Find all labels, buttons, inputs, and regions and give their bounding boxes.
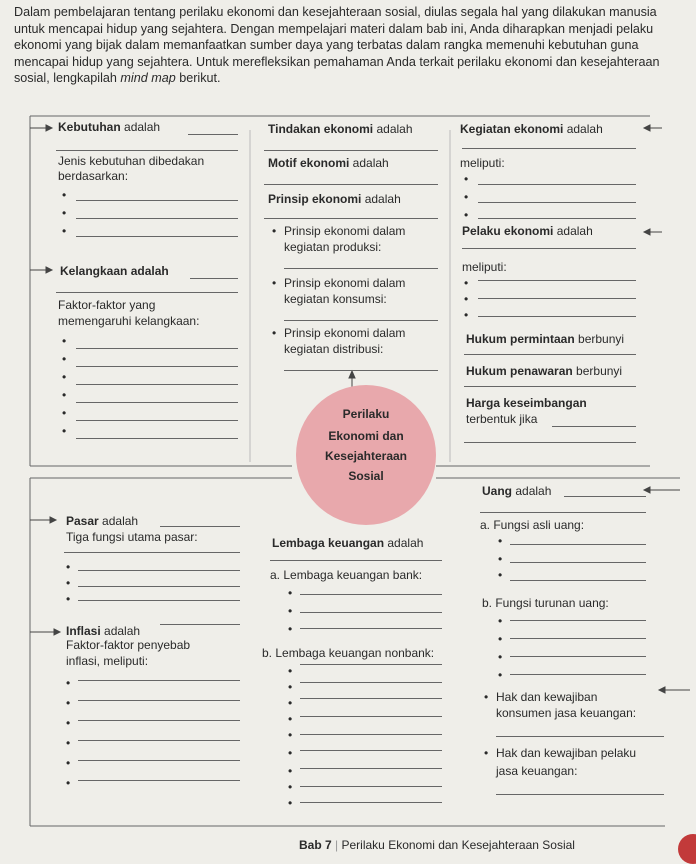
blank-penyebab-2[interactable] <box>78 700 240 701</box>
pelaku-adalah: adalah <box>556 224 593 238</box>
label-kegiatan-meliputi: meliputi: <box>460 156 505 170</box>
label-kelangkaan: Kelangkaan adalah <box>60 264 169 278</box>
bullet: • <box>66 576 71 590</box>
bullet: • <box>62 424 67 438</box>
blank-nonbank-4[interactable] <box>300 716 442 717</box>
blank-asli-2[interactable] <box>510 562 646 563</box>
blank-motif[interactable] <box>264 184 438 185</box>
blank-turunan-3[interactable] <box>510 656 646 657</box>
bullet: • <box>62 352 67 366</box>
bullet: • <box>484 690 489 704</box>
penawaran-berbunyi: berbunyi <box>576 364 623 378</box>
label-hak-2: konsumen jasa keuangan: <box>496 706 637 720</box>
label-produksi-2: kegiatan produksi: <box>284 240 382 254</box>
kegiatan-word: Kegiatan ekonomi <box>460 122 564 136</box>
label-distribusi-2: kegiatan distribusi: <box>284 342 384 356</box>
intro-text: Dalam pembelajaran tentang perilaku ekonomi dan kesejahteraan sosial, diulas segala hal yang dilakukan manusia untuk mencapai hidup yang sejahtera. Dengan mempelajari materi dalam bab ini, Anda diharapkan menjadi pelaku ekonomi yang bijak dalam memanfaatkan sumber daya yang terbatas dalam rangka memenuhi kebutuhan guna mencapai hidup yang sejahtera. Untuk merefleksikan pemahaman Anda terkait perilaku ekonomi dan kesejahteraan sosial, lengkapilah <box>14 5 660 86</box>
blank-kegiatan-1[interactable] <box>478 184 636 185</box>
bullet: • <box>288 664 293 678</box>
bullet: • <box>498 534 503 548</box>
blank-penyebab-4[interactable] <box>78 740 240 741</box>
bullet: • <box>288 696 293 710</box>
blank-jenis-2[interactable] <box>76 218 238 219</box>
label-tindakan <box>268 122 413 136</box>
label-konsumsi-2: kegiatan konsumsi: <box>284 292 387 306</box>
blank-penyebab-6[interactable] <box>78 780 240 781</box>
blank-bank-1[interactable] <box>300 594 442 595</box>
center-line-4: Sosial <box>348 469 384 483</box>
label-hak-1: Hak dan kewajiban <box>496 690 598 704</box>
blank-nonbank-6[interactable] <box>300 750 442 751</box>
intro-end: berikut. <box>179 71 221 86</box>
bullet: • <box>498 668 503 682</box>
inflasi-word: Inflasi <box>66 624 101 638</box>
kebutuhan-adalah: adalah <box>124 120 161 134</box>
label-hak-4: jasa keuangan: <box>496 764 578 778</box>
blank-hak-konsumen[interactable] <box>496 736 664 737</box>
uang-adalah: adalah <box>515 484 552 498</box>
blank-faktor-6[interactable] <box>76 438 238 439</box>
footer-title: Perilaku Ekonomi dan Kesejahteraan Sosial <box>341 838 575 852</box>
center-line-1: Perilaku <box>342 407 390 421</box>
label-jenis-kebutuhan-2: berdasarkan: <box>58 169 129 183</box>
bullet: • <box>272 276 277 290</box>
label-lembaga <box>272 536 423 550</box>
bullet: • <box>66 696 71 710</box>
bullet: • <box>66 676 71 690</box>
blank-penawaran[interactable] <box>464 386 636 387</box>
blank-asli-1[interactable] <box>510 544 646 545</box>
blank-jenis-3[interactable] <box>76 236 238 237</box>
blank-nonbank-2[interactable] <box>300 682 442 683</box>
prinsip-adalah: adalah <box>364 192 401 206</box>
blank-penyebab-3[interactable] <box>78 720 240 721</box>
label-produksi-1: Prinsip ekonomi dalam <box>284 224 406 238</box>
bullet: • <box>498 650 503 664</box>
bullet: • <box>464 208 469 222</box>
bullet: • <box>62 388 67 402</box>
blank-konsumsi[interactable] <box>284 320 438 321</box>
bullet: • <box>288 728 293 742</box>
bullet: • <box>498 552 503 566</box>
blank-asli-3[interactable] <box>510 580 646 581</box>
blank-harga-2[interactable] <box>464 442 636 443</box>
label-motif <box>268 156 389 170</box>
label-permintaan <box>466 332 624 346</box>
label-faktor-2: memengaruhi kelangkaan: <box>58 314 200 328</box>
blank-turunan-1[interactable] <box>510 620 646 621</box>
blank-tiga-2[interactable] <box>78 586 240 587</box>
motif-adalah: adalah <box>352 156 389 170</box>
blank-nonbank-5[interactable] <box>300 734 442 735</box>
bullet: • <box>288 604 293 618</box>
bullet: • <box>66 560 71 574</box>
blank-nonbank-7[interactable] <box>300 768 442 769</box>
bullet: • <box>62 334 67 348</box>
blank-penyebab-5[interactable] <box>78 760 240 761</box>
tindakan-word: Tindakan ekonomi <box>268 122 374 136</box>
blank-faktor-5[interactable] <box>76 420 238 421</box>
uang-word: Uang <box>482 484 512 498</box>
label-terbentuk: terbentuk jika <box>466 412 538 426</box>
label-jenis-kebutuhan-1: Jenis kebutuhan dibedakan <box>58 154 205 168</box>
lembaga-word: Lembaga keuangan <box>272 536 385 550</box>
bullet: • <box>62 206 67 220</box>
blank-tiga-3[interactable] <box>78 600 240 601</box>
pasar-adalah: adalah <box>102 514 139 528</box>
label-tiga-fungsi: Tiga fungsi utama pasar: <box>66 530 198 544</box>
center-line-3: Kesejahteraan <box>324 449 408 463</box>
label-inflasi <box>66 624 140 638</box>
label-penyebab-1: Faktor-faktor penyebab <box>66 638 191 652</box>
label-prinsip <box>268 192 401 206</box>
blank-tiga-1[interactable] <box>78 570 240 571</box>
bullet: • <box>66 592 71 606</box>
blank-nonbank-1[interactable] <box>300 664 442 665</box>
bullet: • <box>66 776 71 790</box>
permintaan-word: Hukum permintaan <box>466 332 575 346</box>
lembaga-adalah: adalah <box>387 536 424 550</box>
footer <box>299 838 575 852</box>
label-penawaran <box>466 364 622 378</box>
bullet: • <box>288 622 293 636</box>
motif-word: Motif ekonomi <box>268 156 350 170</box>
blank-jenis-1[interactable] <box>76 200 238 201</box>
label-uang <box>482 484 551 498</box>
blank-turunan-2[interactable] <box>510 638 646 639</box>
bullet: • <box>498 632 503 646</box>
blank-pelaku[interactable] <box>462 248 636 249</box>
blank-inflasi[interactable] <box>160 624 240 625</box>
blank-tiga[interactable] <box>64 552 240 553</box>
kebutuhan-word: Kebutuhan <box>58 120 121 134</box>
blank-nonbank-8[interactable] <box>300 786 442 787</box>
kegiatan-adalah: adalah <box>566 122 603 136</box>
bullet: • <box>464 276 469 290</box>
bullet: • <box>62 224 67 238</box>
label-pasar <box>66 514 138 528</box>
bullet: • <box>66 756 71 770</box>
label-kebutuhan <box>58 120 160 134</box>
center-line-2: Ekonomi dan <box>328 429 404 443</box>
blank-pelaku-1[interactable] <box>478 280 636 281</box>
permintaan-berbunyi: berbunyi <box>578 332 625 346</box>
bullet: • <box>62 370 67 384</box>
label-kegiatan <box>460 122 603 136</box>
blank-kegiatan[interactable] <box>462 148 636 149</box>
blank-bank-2[interactable] <box>300 612 442 613</box>
blank-distribusi[interactable] <box>284 370 438 371</box>
bullet: • <box>288 764 293 778</box>
blank-faktor-4[interactable] <box>76 402 238 403</box>
bullet: • <box>62 406 67 420</box>
blank-penyebab-1[interactable] <box>78 680 240 681</box>
blank-produksi[interactable] <box>284 268 438 269</box>
blank-nonbank-3[interactable] <box>300 698 442 699</box>
blank-faktor-3[interactable] <box>76 384 238 385</box>
blank-prinsip[interactable] <box>264 218 438 219</box>
tindakan-adalah: adalah <box>376 122 413 136</box>
blank-faktor-1[interactable] <box>76 348 238 349</box>
blank-pasar[interactable] <box>160 526 240 527</box>
inflasi-adalah: adalah <box>104 624 141 638</box>
blank-kebutuhan[interactable] <box>188 134 238 135</box>
blank-turunan-4[interactable] <box>510 674 646 675</box>
pelaku-word: Pelaku ekonomi <box>462 224 554 238</box>
label-hak-3: Hak dan kewajiban pelaku <box>496 746 637 760</box>
blank-lembaga[interactable] <box>270 560 442 561</box>
label-harga: Harga keseimbangan <box>466 396 587 410</box>
label-penyebab-2: inflasi, meliputi: <box>66 654 149 668</box>
blank-pelaku-2[interactable] <box>478 298 636 299</box>
blank-tindakan[interactable] <box>264 150 438 151</box>
bullet: • <box>288 712 293 726</box>
blank-kegiatan-3[interactable] <box>478 218 636 219</box>
bullet: • <box>288 796 293 810</box>
label-pelaku <box>462 224 593 238</box>
bullet: • <box>288 680 293 694</box>
blank-bank-3[interactable] <box>300 628 442 629</box>
label-bank: a. Lembaga keuangan bank: <box>270 568 423 582</box>
blank-kelangkaan-2[interactable] <box>56 292 238 293</box>
bullet: • <box>464 292 469 306</box>
blank-harga[interactable] <box>552 426 636 427</box>
bullet: • <box>66 736 71 750</box>
intro-italic: mind map <box>120 71 176 86</box>
pasar-word: Pasar <box>66 514 99 528</box>
footer-separator: | <box>335 838 339 852</box>
blank-uang-2[interactable] <box>480 512 646 513</box>
blank-nonbank-9[interactable] <box>300 802 442 803</box>
penawaran-word: Hukum penawaran <box>466 364 573 378</box>
bullet: • <box>288 586 293 600</box>
bullet: • <box>464 172 469 186</box>
blank-permintaan[interactable] <box>464 354 636 355</box>
bullet: • <box>484 746 489 760</box>
bullet: • <box>464 308 469 322</box>
blank-hak-pelaku[interactable] <box>496 794 664 795</box>
center-circle <box>296 385 436 525</box>
bullet: • <box>464 190 469 204</box>
label-distribusi-1: Prinsip ekonomi dalam <box>284 326 406 340</box>
blank-faktor-2[interactable] <box>76 366 238 367</box>
bullet: • <box>498 568 503 582</box>
label-pelaku-meliputi: meliputi: <box>462 260 507 274</box>
label-konsumsi-1: Prinsip ekonomi dalam <box>284 276 406 290</box>
blank-kebutuhan-2[interactable] <box>56 150 238 151</box>
prinsip-word: Prinsip ekonomi <box>268 192 362 206</box>
bullet: • <box>272 224 277 238</box>
footer-bab: Bab 7 <box>299 838 332 852</box>
bullet: • <box>498 614 503 628</box>
label-nonbank: b. Lembaga keuangan nonbank: <box>262 646 435 660</box>
blank-kelangkaan[interactable] <box>190 278 238 279</box>
label-fungsi-asli: a. Fungsi asli uang: <box>480 518 585 532</box>
bullet: • <box>288 746 293 760</box>
label-fungsi-turunan: b. Fungsi turunan uang: <box>482 596 609 610</box>
bullet: • <box>62 188 67 202</box>
blank-kegiatan-2[interactable] <box>478 202 636 203</box>
label-faktor-1: Faktor-faktor yang <box>58 298 156 312</box>
bullet: • <box>66 716 71 730</box>
blank-pelaku-3[interactable] <box>478 316 636 317</box>
bullet: • <box>272 326 277 340</box>
bullet: • <box>288 780 293 794</box>
blank-uang[interactable] <box>564 496 646 497</box>
